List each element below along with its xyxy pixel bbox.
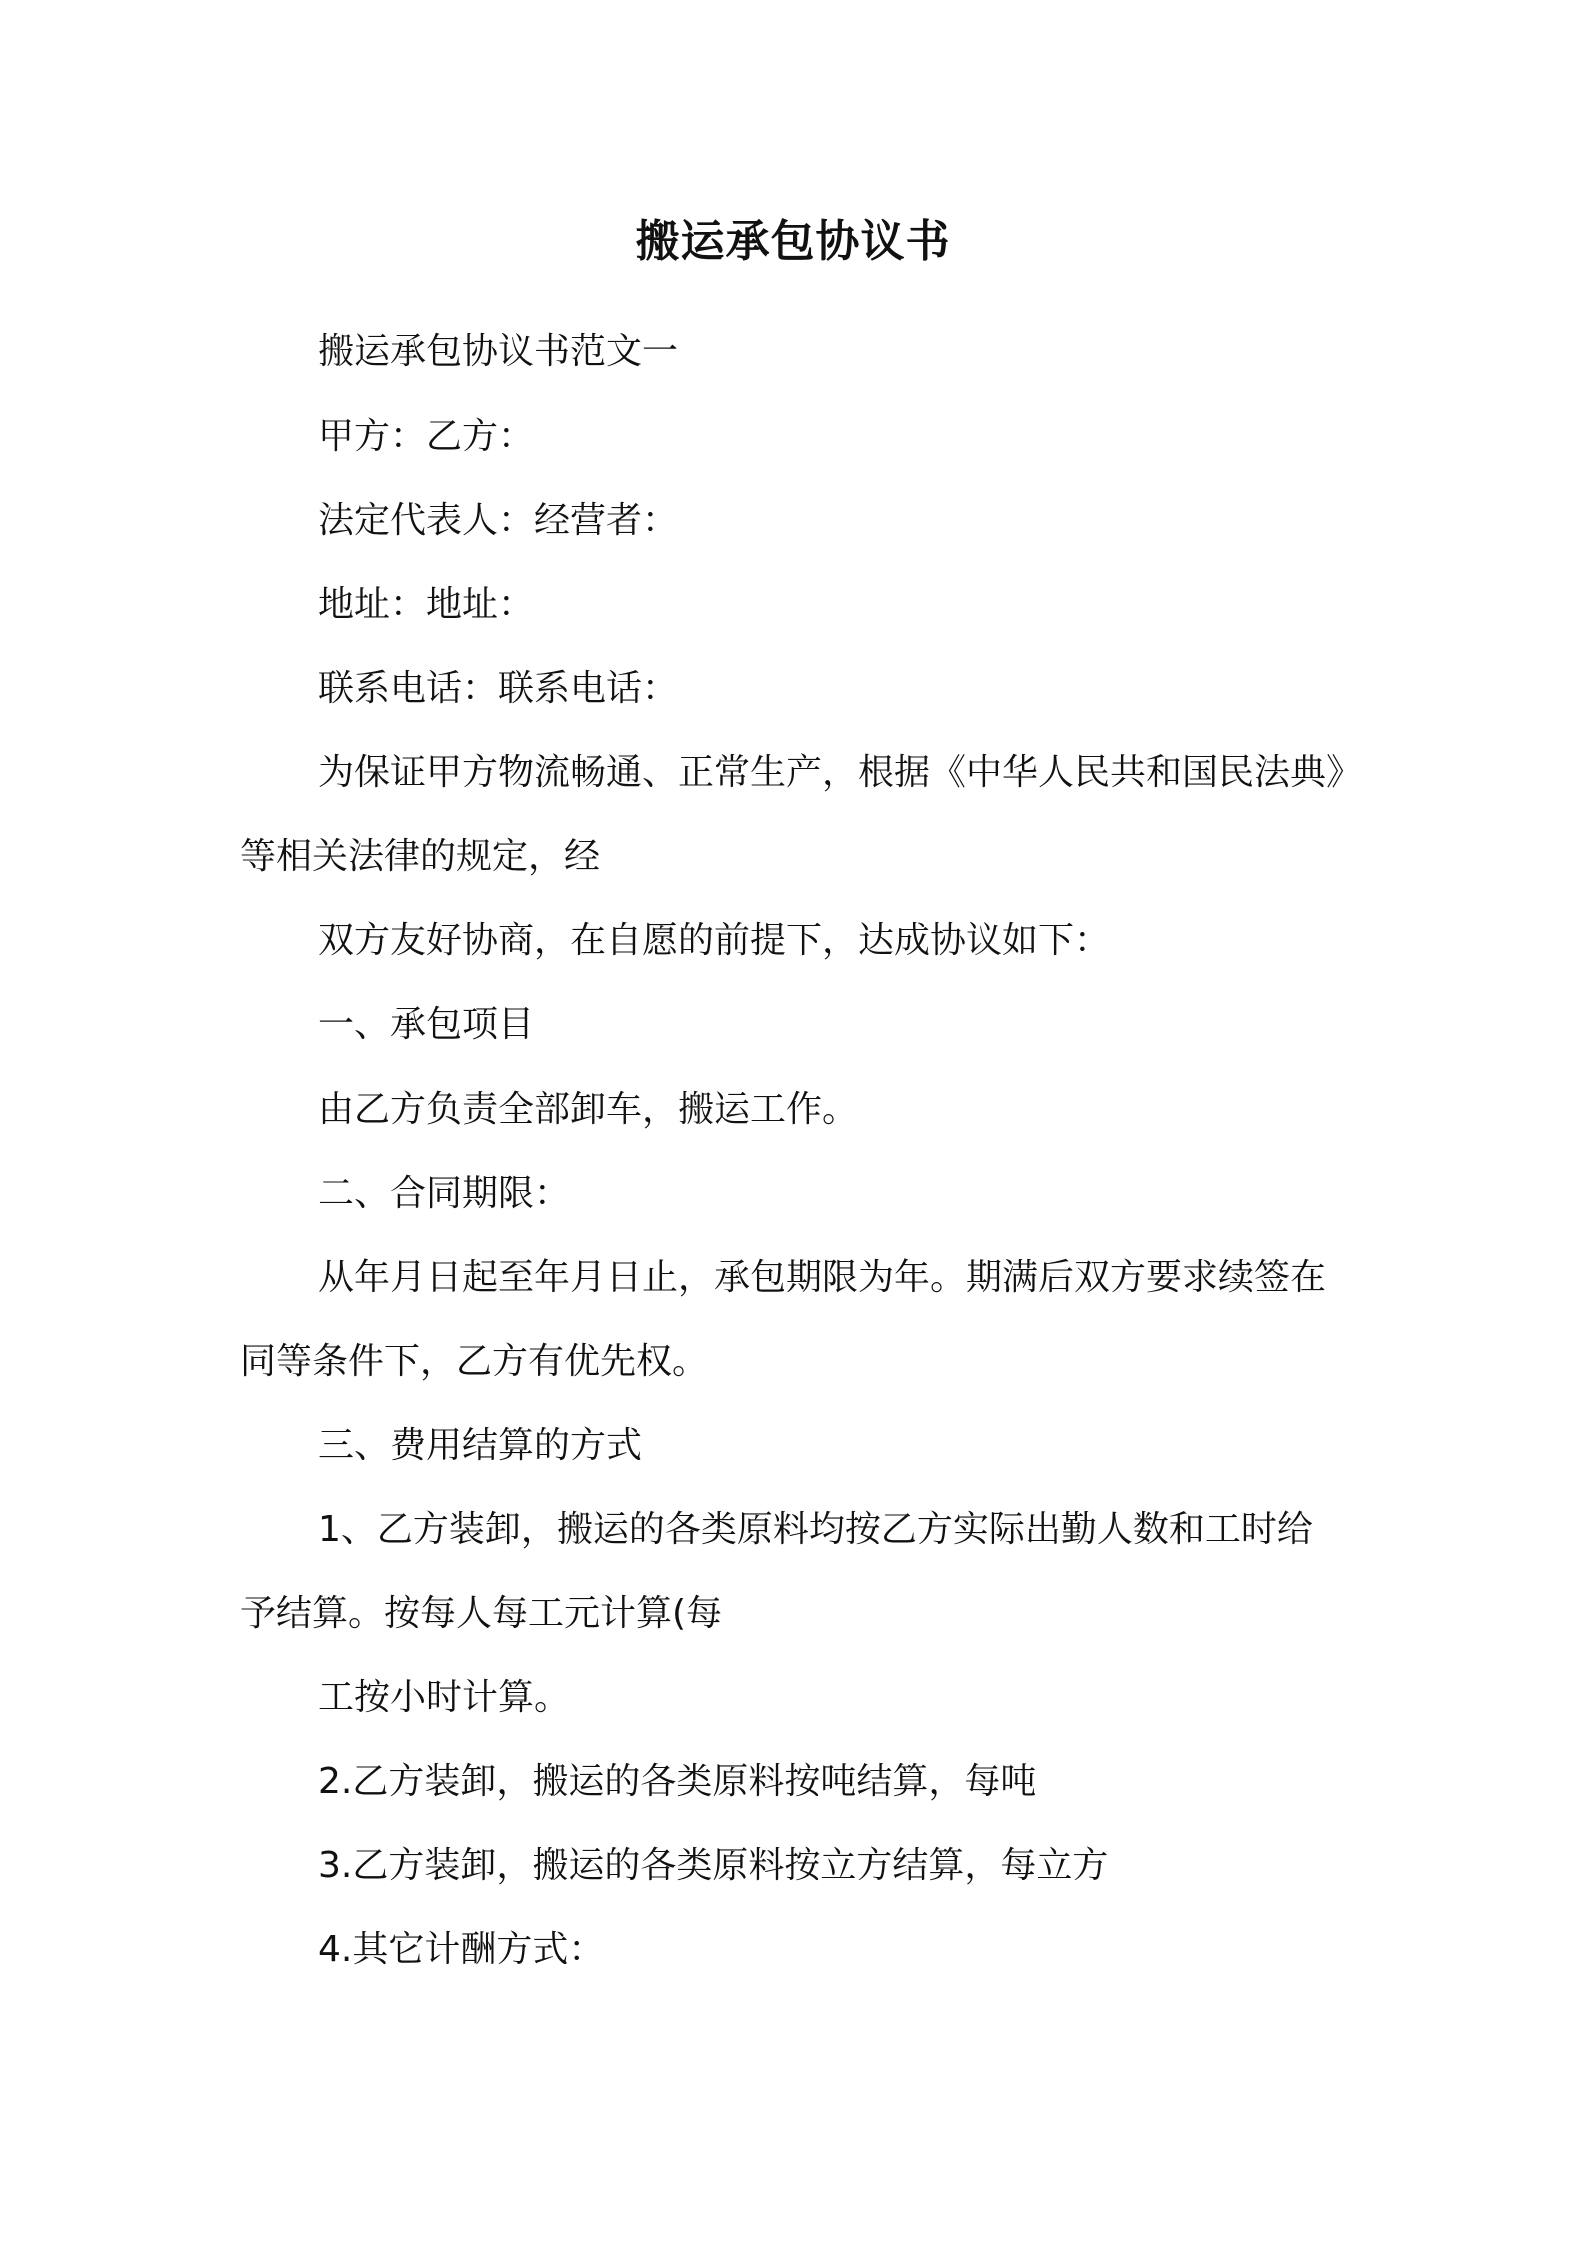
section-3-item-3: 3.乙方装卸，搬运的各类原料按立方结算，每立方 — [318, 1845, 1109, 1886]
section-3-item-1c: 工按小时计算。 — [318, 1677, 571, 1718]
section-2-body-1: 从年月日起至年月日止，承包期限为年。期满后双方要求续签在 — [318, 1257, 1327, 1298]
address-line: 地址：地址： — [318, 584, 535, 625]
document-title: 搬运承包协议书 — [635, 216, 951, 267]
phone-line: 联系电话：联系电话： — [318, 668, 679, 709]
section-3-item-1a: 1、乙方装卸，搬运的各类原料均按乙方实际出勤人数和工时给 — [318, 1509, 1313, 1550]
sample-heading: 搬运承包协议书范文一 — [318, 331, 679, 372]
section-3-item-4: 4.其它计酬方式： — [318, 1929, 605, 1970]
section-1-body: 由乙方负责全部卸车，搬运工作。 — [318, 1089, 859, 1130]
preamble-line-3: 双方友好协商，在自愿的前提下，达成协议如下： — [318, 920, 1111, 961]
preamble-line-2: 等相关法律的规定，经 — [240, 836, 601, 877]
section-3-item-2: 2.乙方装卸，搬运的各类原料按吨结算，每吨 — [318, 1761, 1037, 1802]
section-1-heading: 一、承包项目 — [318, 1004, 535, 1045]
party-line: 甲方：乙方： — [318, 416, 535, 457]
preamble-line-1: 为保证甲方物流畅通、正常生产，根据《中华人民共和国民法典》 — [318, 752, 1363, 793]
section-3-heading: 三、费用结算的方式 — [318, 1425, 643, 1466]
section-3-item-1b: 予结算。按每人每工元计算(每 — [240, 1593, 723, 1634]
section-2-heading: 二、合同期限： — [318, 1173, 571, 1214]
representative-line: 法定代表人：经营者： — [318, 500, 679, 541]
section-2-body-2: 同等条件下，乙方有优先权。 — [240, 1341, 709, 1382]
